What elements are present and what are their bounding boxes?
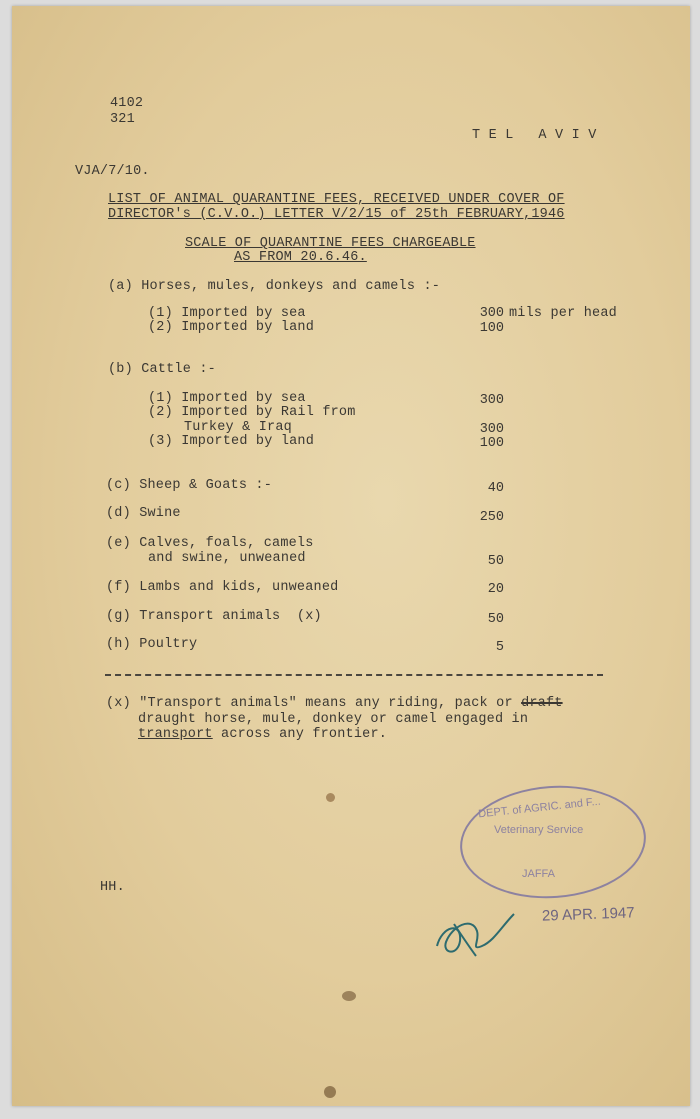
section-a-label: (a) Horses, mules, donkeys and camels :-	[108, 279, 441, 294]
fee-unit: mils per head	[509, 306, 617, 321]
section-c-fee: 40	[487, 481, 504, 496]
section-a-item-2: (2) Imported by land	[148, 320, 315, 335]
section-e-line-1: (e) Calves, foals, camels	[106, 536, 314, 551]
stamp-middle-text: Veterinary Service	[494, 824, 584, 836]
signature-icon	[432, 906, 522, 966]
section-b-fee-3: 100	[479, 436, 504, 451]
file-reference: VJA/7/10.	[75, 164, 150, 179]
section-b-item-2-line-1: (2) Imported by Rail from	[148, 405, 356, 420]
section-a-item-1: (1) Imported by sea	[148, 306, 306, 321]
footnote-line-3	[138, 727, 387, 742]
section-d-label: (d) Swine	[106, 506, 181, 521]
dashed-divider	[105, 674, 603, 676]
section-h-label: (h) Poultry	[106, 637, 198, 652]
scale-heading-line-2: AS FROM 20.6.46.	[234, 250, 367, 265]
section-b-fee-1: 300	[479, 393, 504, 408]
section-c-label: (c) Sheep & Goats :-	[106, 478, 273, 493]
footnote-line-3-rest: across any frontier.	[212, 727, 388, 742]
stamp-bottom-text: JAFFA	[522, 868, 556, 880]
footnote-struck-word: draft	[521, 696, 563, 711]
footnote-line-2: draught horse, mule, donkey or camel engaged in	[138, 712, 529, 727]
section-g-label: (g) Transport animals (x)	[106, 609, 322, 624]
department-stamp	[456, 780, 649, 905]
section-h-fee: 5	[495, 640, 504, 655]
reference-sub-number: 321	[110, 112, 135, 127]
title-line-1: LIST OF ANIMAL QUARANTINE FEES, RECEIVED UNDER COVER OF	[108, 192, 565, 207]
typist-initials: HH.	[100, 880, 125, 895]
location-header: T E L A V I V	[472, 128, 597, 143]
stamp-top-text: DEPT. of AGRIC. and F...	[477, 795, 602, 821]
ink-stain	[342, 991, 356, 1001]
section-a-fee-2: 100	[479, 321, 504, 336]
section-e-line-2: and swine, unweaned	[148, 551, 306, 566]
section-f-label: (f) Lambs and kids, unweaned	[106, 580, 339, 595]
section-b-item-2-line-2: Turkey & Iraq	[184, 420, 292, 435]
section-b-item-3: (3) Imported by land	[148, 434, 315, 449]
section-g-fee: 50	[487, 612, 504, 627]
section-a-fee-1: 300	[479, 306, 504, 321]
section-f-fee: 20	[487, 582, 504, 597]
section-b-item-1: (1) Imported by sea	[148, 391, 306, 406]
reference-number: 4102	[110, 96, 144, 111]
footnote-prefix: (x) "Transport animals" means any riding, pack or	[106, 696, 513, 711]
date-stamp: 29 APR. 1947	[541, 904, 635, 925]
document-page	[12, 6, 690, 1106]
ink-stain	[324, 1086, 336, 1098]
title-line-2: DIRECTOR's (C.V.O.) LETTER V/2/15 of 25th FEBRUARY,1946	[108, 207, 565, 222]
ink-stain	[326, 793, 335, 802]
footnote-line-1	[106, 696, 563, 711]
footnote-emphasis: transport	[138, 727, 213, 742]
section-b-fee-2: 300	[479, 422, 504, 437]
scale-heading-line-1: SCALE OF QUARANTINE FEES CHARGEABLE	[185, 236, 476, 251]
section-d-fee: 250	[479, 510, 504, 525]
section-e-fee: 50	[487, 554, 504, 569]
section-b-label: (b) Cattle :-	[108, 362, 216, 377]
